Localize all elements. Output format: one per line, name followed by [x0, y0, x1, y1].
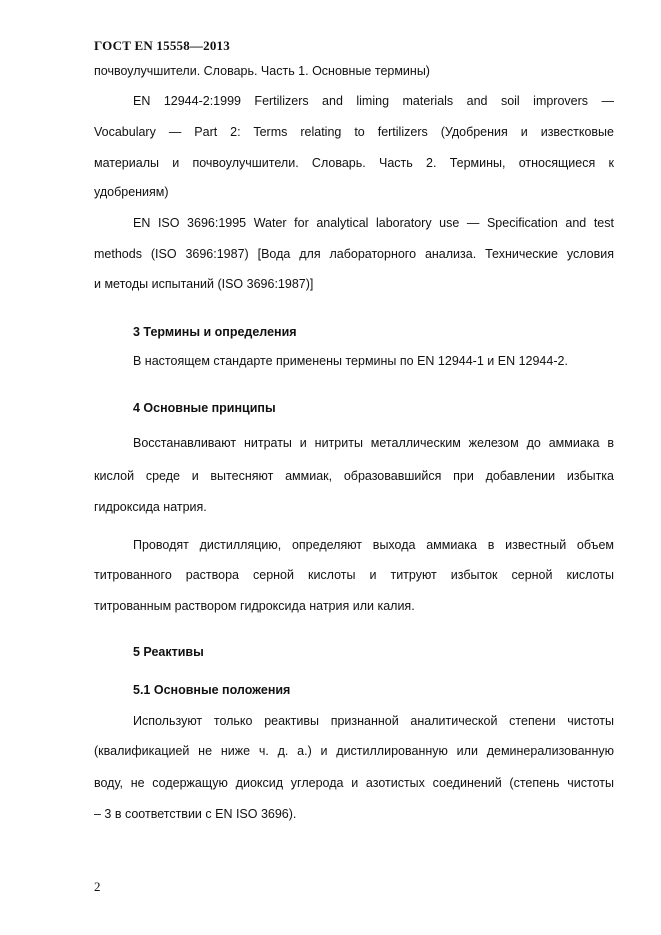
reference-entry-line: Vocabulary — Part 2: Terms relating to fertilizers (Удобрения и известковые	[94, 125, 614, 139]
paragraph-line: Проводят дистилляцию, определяют выхода аммиака в известный объем	[133, 538, 614, 552]
document-header: ГОСТ EN 15558—2013	[94, 38, 230, 53]
paragraph-line: (квалификацией не ниже ч. д. а.) и дистиллированную или деминерализованную	[94, 744, 614, 758]
reference-entry-line: methods (ISO 3696:1987) [Вода для лабораторного анализа. Технические условия	[94, 247, 614, 261]
paragraph-line: титрованным раствором гидроксида натрия или калия.	[94, 599, 415, 613]
paragraph-line: В настоящем стандарте применены термины по EN 12944-1 и EN 12944-2.	[133, 354, 568, 368]
reference-entry-line: EN ISO 3696:1995 Water for analytical laboratory use — Specification and test	[133, 216, 614, 230]
section-heading-3: 3 Термины и определения	[133, 325, 297, 339]
subsection-heading-5-1: 5.1 Основные положения	[133, 683, 291, 697]
paragraph-line: воду, не содержащую диоксид углерода и азотистых соединений (степень чистоты	[94, 776, 614, 790]
paragraph-line: Восстанавливают нитраты и нитриты металлическим железом до аммиака в	[133, 436, 614, 450]
reference-entry-line: и методы испытаний (ISO 3696:1987)]	[94, 277, 314, 291]
paragraph-line: титрованного раствора серной кислоты и титруют избыток серной кислоты	[94, 568, 614, 582]
text-line: почвоулучшители. Словарь. Часть 1. Основные термины)	[94, 64, 430, 78]
reference-entry-line: материалы и почвоулучшители. Словарь. Часть 2. Термины, относящиеся к	[94, 156, 614, 170]
page-number: 2	[94, 879, 101, 894]
section-heading-5: 5 Реактивы	[133, 645, 204, 659]
paragraph-line: Используют только реактивы признанной аналитической степени чистоты	[133, 714, 614, 728]
paragraph-line: – 3 в соответствии с EN ISO 3696).	[94, 807, 297, 821]
section-heading-4: 4 Основные принципы	[133, 401, 276, 415]
paragraph-line: кислой среде и вытесняют аммиак, образовавшийся при добавлении избытка	[94, 469, 614, 483]
reference-entry-line: EN 12944-2:1999 Fertilizers and liming materials and soil improvers —	[133, 94, 614, 108]
paragraph-line: гидроксида натрия.	[94, 500, 207, 514]
reference-entry-line: удобрениям)	[94, 185, 169, 199]
